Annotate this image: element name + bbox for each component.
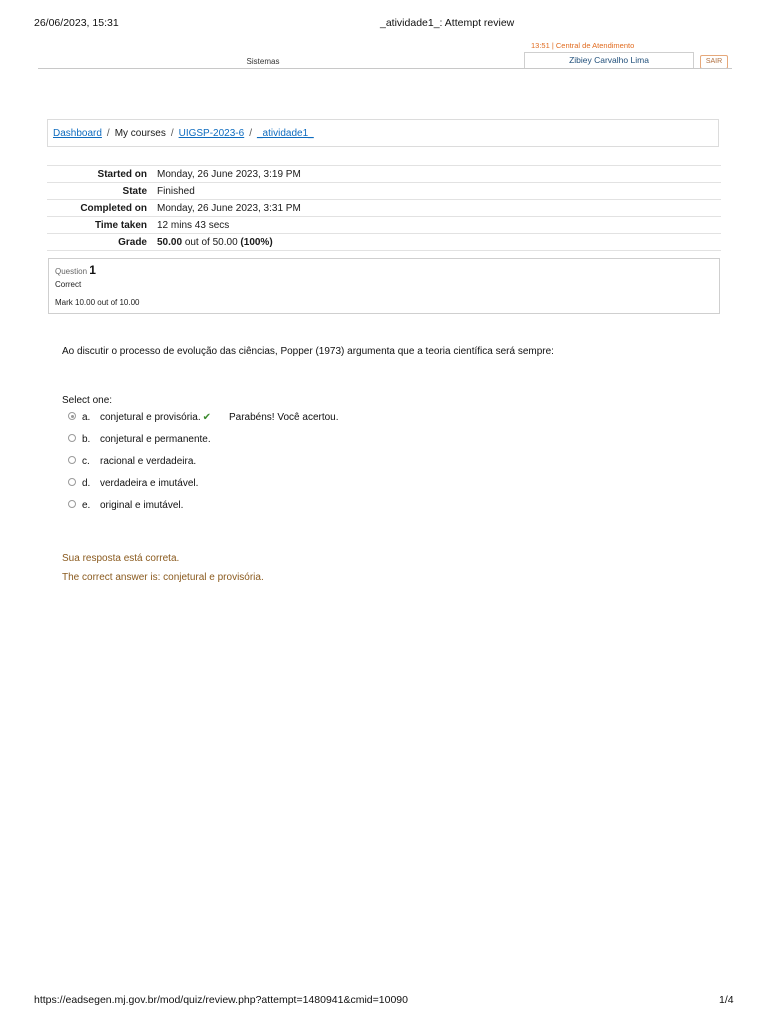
grade-label: Grade bbox=[47, 234, 157, 251]
general-feedback: Sua resposta está correta. bbox=[62, 553, 180, 564]
grade-out-of: out of 50.00 bbox=[184, 236, 238, 248]
question-mark: Mark 10.00 out of 10.00 bbox=[55, 298, 140, 307]
summary-row-state bbox=[47, 183, 721, 200]
option-text: original e imutável. bbox=[100, 500, 184, 511]
breadcrumb-dashboard-link[interactable]: Dashboard bbox=[53, 128, 102, 139]
topbar-divider bbox=[38, 68, 732, 69]
central-atendimento-link[interactable]: 13:51 | Central de Atendimento bbox=[531, 41, 635, 50]
breadcrumb-my-courses: My courses bbox=[114, 128, 166, 139]
grade-value bbox=[157, 234, 721, 251]
radio-button[interactable] bbox=[68, 500, 76, 508]
summary-value: 12 mins 43 secs bbox=[157, 217, 721, 234]
user-name: Zibiey Carvalho Lima bbox=[524, 52, 694, 68]
grade-percent: (100%) bbox=[240, 236, 273, 248]
radio-button[interactable] bbox=[68, 456, 76, 464]
breadcrumb-activity-link[interactable]: _atividade1_ bbox=[256, 128, 314, 139]
answer-option-b[interactable] bbox=[68, 433, 211, 447]
breadcrumb-separator: / bbox=[249, 128, 252, 139]
answer-option-c[interactable] bbox=[68, 455, 196, 469]
breadcrumb bbox=[47, 119, 719, 147]
grade-score: 50.00 bbox=[157, 236, 183, 248]
breadcrumb-separator: / bbox=[106, 128, 110, 139]
select-one-prompt: Select one: bbox=[62, 395, 113, 406]
option-text: conjetural e permanente. bbox=[100, 434, 211, 445]
summary-row-grade bbox=[47, 234, 721, 251]
correct-answer-text: The correct answer is: conjetural e provisória. bbox=[62, 572, 264, 583]
question-label: Question bbox=[55, 267, 88, 276]
print-url: https://eadsegen.mj.gov.br/mod/quiz/review.php?attempt=1480941&cmid=10090 bbox=[34, 994, 408, 1006]
summary-row-time bbox=[47, 217, 721, 234]
option-letter: a. bbox=[82, 412, 91, 423]
question-state: Correct bbox=[55, 280, 82, 289]
radio-button[interactable] bbox=[68, 434, 76, 442]
answer-option-d[interactable] bbox=[68, 477, 198, 491]
logout-button[interactable]: SAIR bbox=[700, 55, 728, 69]
print-page-number: 1/4 bbox=[719, 994, 734, 1006]
radio-button[interactable] bbox=[68, 478, 76, 486]
answer-option-a[interactable] bbox=[68, 411, 339, 425]
summary-row-completed bbox=[47, 200, 721, 217]
option-text: conjetural e provisória. bbox=[100, 412, 201, 423]
radio-button[interactable] bbox=[68, 412, 76, 420]
summary-value: Finished bbox=[157, 183, 721, 200]
question-text: Ao discutir o processo de evolução das ciências, Popper (1973) argumenta que a teoria científica será sempre: bbox=[62, 346, 554, 357]
option-letter: d. bbox=[82, 478, 91, 489]
option-letter: c. bbox=[82, 456, 90, 467]
option-text: racional e verdadeira. bbox=[100, 456, 197, 467]
question-info-box bbox=[48, 258, 720, 314]
attempt-summary-table bbox=[47, 165, 721, 251]
check-icon: ✔ bbox=[202, 412, 211, 423]
breadcrumb-course-link[interactable]: UIGSP-2023-6 bbox=[178, 128, 245, 139]
option-feedback: Parabéns! Você acertou. bbox=[229, 412, 339, 423]
option-letter: e. bbox=[82, 500, 91, 511]
sistemas-link[interactable]: Sistemas bbox=[246, 57, 280, 66]
summary-label: Completed on bbox=[47, 200, 157, 217]
print-title: _atividade1_: Attempt review bbox=[380, 17, 515, 29]
option-text: verdadeira e imutável. bbox=[100, 478, 199, 489]
option-letter: b. bbox=[82, 434, 91, 445]
print-datetime: 26/06/2023, 15:31 bbox=[34, 17, 119, 29]
question-number-value: 1 bbox=[89, 263, 96, 277]
summary-label: State bbox=[47, 183, 157, 200]
breadcrumb-separator: / bbox=[170, 128, 174, 139]
answer-option-e[interactable] bbox=[68, 499, 183, 513]
summary-value: Monday, 26 June 2023, 3:19 PM bbox=[157, 166, 721, 183]
summary-value: Monday, 26 June 2023, 3:31 PM bbox=[157, 200, 721, 217]
summary-label: Time taken bbox=[47, 217, 157, 234]
summary-row-started bbox=[47, 166, 721, 183]
question-number bbox=[55, 263, 96, 277]
summary-label: Started on bbox=[47, 166, 157, 183]
